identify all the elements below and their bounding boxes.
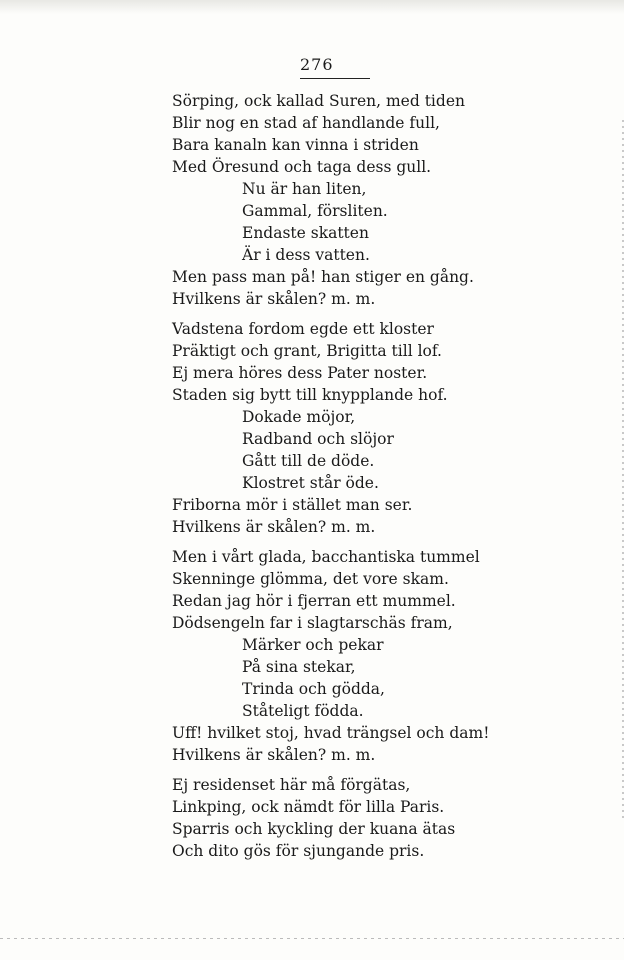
verse-line: Nu är han liten, — [242, 180, 367, 198]
verse-line: Hvilkens är skålen? m. m. — [172, 746, 376, 764]
verse-line: Linkping, ock nämdt för lilla Paris. — [172, 798, 445, 816]
page-edge-shadow — [0, 0, 624, 14]
page-number: 276 — [300, 55, 334, 74]
verse-line: Med Öresund och taga dess gull. — [172, 158, 432, 176]
verse-line: Sörping, ock kallad Suren, med tiden — [172, 92, 465, 110]
verse-line: Trinda och gödda, — [242, 680, 385, 698]
verse-line: Ej mera höres dess Pater noster. — [172, 364, 428, 382]
verse-line: Blir nog en stad af handlande full, — [172, 114, 440, 132]
verse-line: Friborna mör i stället man ser. — [172, 496, 413, 514]
verse-line: Hvilkens är skålen? m. m. — [172, 290, 376, 308]
verse-line: Gått till de döde. — [242, 452, 375, 470]
verse-line: Sparris och kyckling der kuana ätas — [172, 820, 456, 838]
verse-line: Men i vårt glada, bacchantiska tummel — [172, 548, 480, 566]
verse-line: Uff! hvilket stoj, hvad trängsel och dam! — [172, 724, 490, 742]
verse-line: Klostret står öde. — [242, 474, 379, 492]
verse-line: Ståteligt födda. — [242, 702, 364, 720]
verse-line: Bara kanaln kan vinna i striden — [172, 136, 419, 154]
verse-line: Men pass man på! han stiger en gång. — [172, 268, 474, 286]
verse-line: Redan jag hör i fjerran ett mummel. — [172, 592, 456, 610]
verse-line: Är i dess vatten. — [242, 246, 370, 264]
page-bottom-specks — [0, 938, 624, 939]
verse-line: Endaste skatten — [242, 224, 369, 242]
verse-line: Dödsengeln far i slagtarschäs fram, — [172, 614, 453, 632]
verse-line: På sina stekar, — [242, 658, 356, 676]
verse-line: Skenninge glömma, det vore skam. — [172, 570, 449, 588]
verse-line: Märker och pekar — [242, 636, 384, 654]
verse-line: Staden sig bytt till knypplande hof. — [172, 386, 448, 404]
verse-line: Gammal, försliten. — [242, 202, 388, 220]
verse-line: Hvilkens är skålen? m. m. — [172, 518, 376, 536]
verse-line: Dokade möjor, — [242, 408, 356, 426]
verse-line: Vadstena fordom egde ett kloster — [172, 320, 434, 338]
verse-line: Och dito gös för sjungande pris. — [172, 842, 425, 860]
header-rule — [300, 78, 370, 79]
verse-line: Radband och slöjor — [242, 430, 394, 448]
verse-line: Ej residenset här må förgätas, — [172, 776, 411, 794]
verse-line: Präktigt och grant, Brigitta till lof. — [172, 342, 442, 360]
